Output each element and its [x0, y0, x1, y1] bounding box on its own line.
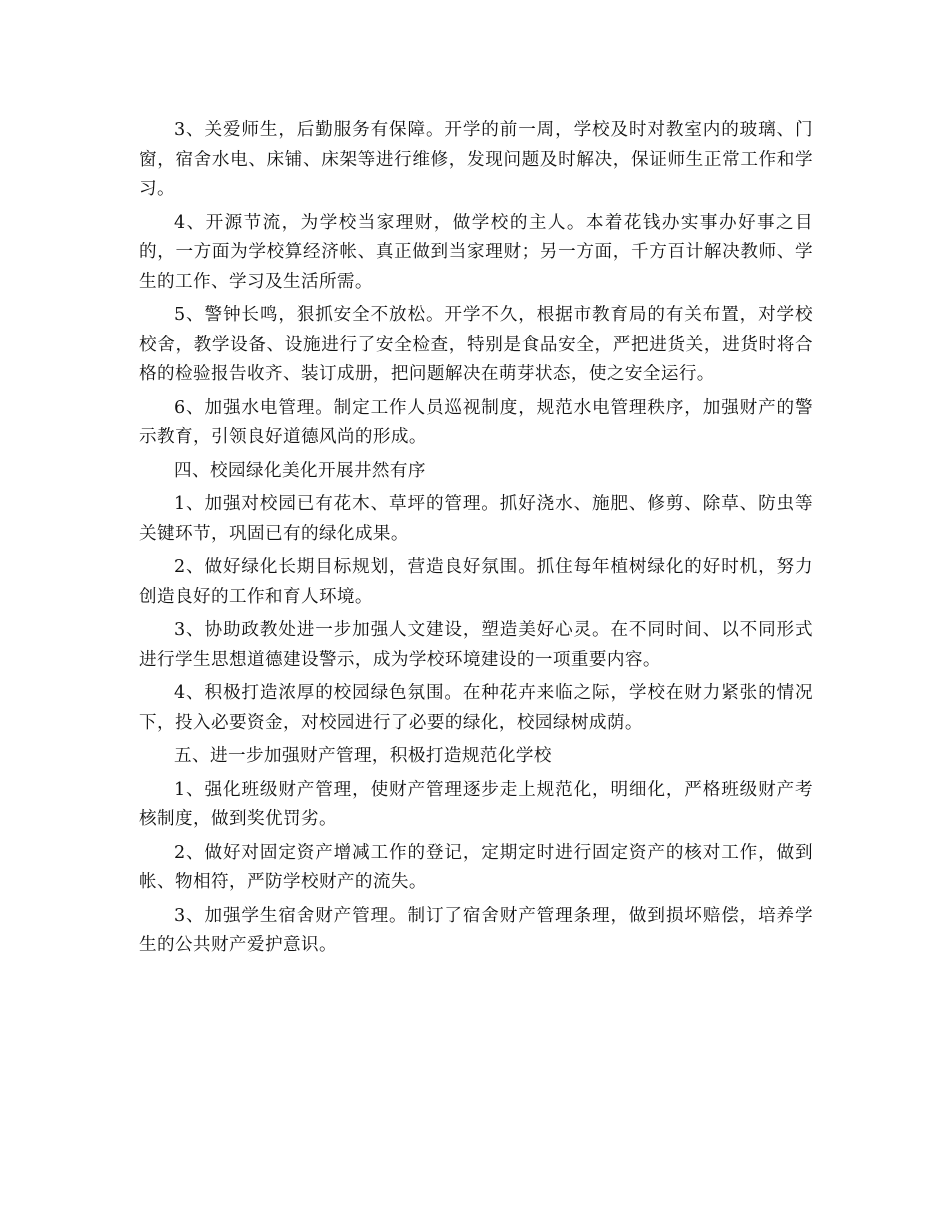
- paragraph-safety-inspection: 5、警钟长鸣，狠抓安全不放松。开学不久，根据市教育局的有关布置，对学校校舍，教学设备、设施进行了安全检查，特别是食品安全，严把进货关，进货时将合格的检验报告收齐、装订成册，把问题解决在萌芽状态，使之安全运行。: [139, 305, 813, 384]
- section-heading-property-management: 五、进一步加强财产管理，积极打造规范化学校: [174, 746, 552, 766]
- paragraph-class-property: 1、强化班级财产管理，使财产管理逐步走上规范化，明细化，严格班级财产考核制度，做到奖优罚劣。: [139, 779, 813, 829]
- section-heading-campus-greening: 四、校园绿化美化开展井然有序: [174, 460, 426, 481]
- paragraph-humanistic-construction: 3、协助政教处进一步加强人文建设，塑造美好心灵。在不同时间、以不同形式进行学生思想道德建设警示，成为学校环境建设的一项重要内容。: [139, 620, 813, 670]
- paragraph-green-atmosphere: 4、积极打造浓厚的校园绿色氛围。在种花卉来临之际，学校在财力紧张的情况下，投入必要资金，对校园进行了必要的绿化，校园绿树成荫。: [139, 683, 813, 733]
- paragraph-water-electricity-management: 6、加强水电管理。制定工作人员巡视制度，规范水电管理秩序，加强财产的警示教育，引领良好道德风尚的形成。: [139, 397, 813, 447]
- paragraph-plant-management: 1、加强对校园已有花木、草坪的管理。抓好浇水、施肥、修剪、除草、防虫等关键环节，巩固已有的绿化成果。: [139, 494, 813, 544]
- paragraph-dormitory-property: 3、加强学生宿舍财产管理。制订了宿舍财产管理条理，做到损坏赔偿，培养学生的公共财产爱护意识。: [139, 905, 813, 955]
- paragraph-open-source-cost-saving: 4、开源节流，为学校当家理财，做学校的主人。本着花钱办实事办好事之目的，一方面为学校算经济帐、真正做到当家理财；另一方面，千方百计解决教师、学生的工作、学习及生活所需。: [139, 212, 813, 292]
- paragraph-logistics-service: 3、关爱师生，后勤服务有保障。开学的前一周，学校及时对教室内的玻璃、门窗，宿舍水电、床铺、床架等进行维修，发现问题及时解决，保证师生正常工作和学习。: [139, 120, 813, 199]
- paragraph-greening-planning: 2、做好绿化长期目标规划，营造良好氛围。抓住每年植树绿化的好时机，努力创造良好的工作和育人环境。: [139, 557, 813, 607]
- paragraph-fixed-assets: 2、做好对固定资产增减工作的登记，定期定时进行固定资产的核对工作，做到帐、物相符，严防学校财产的流失。: [139, 842, 813, 892]
- document-body: [139, 116, 813, 965]
